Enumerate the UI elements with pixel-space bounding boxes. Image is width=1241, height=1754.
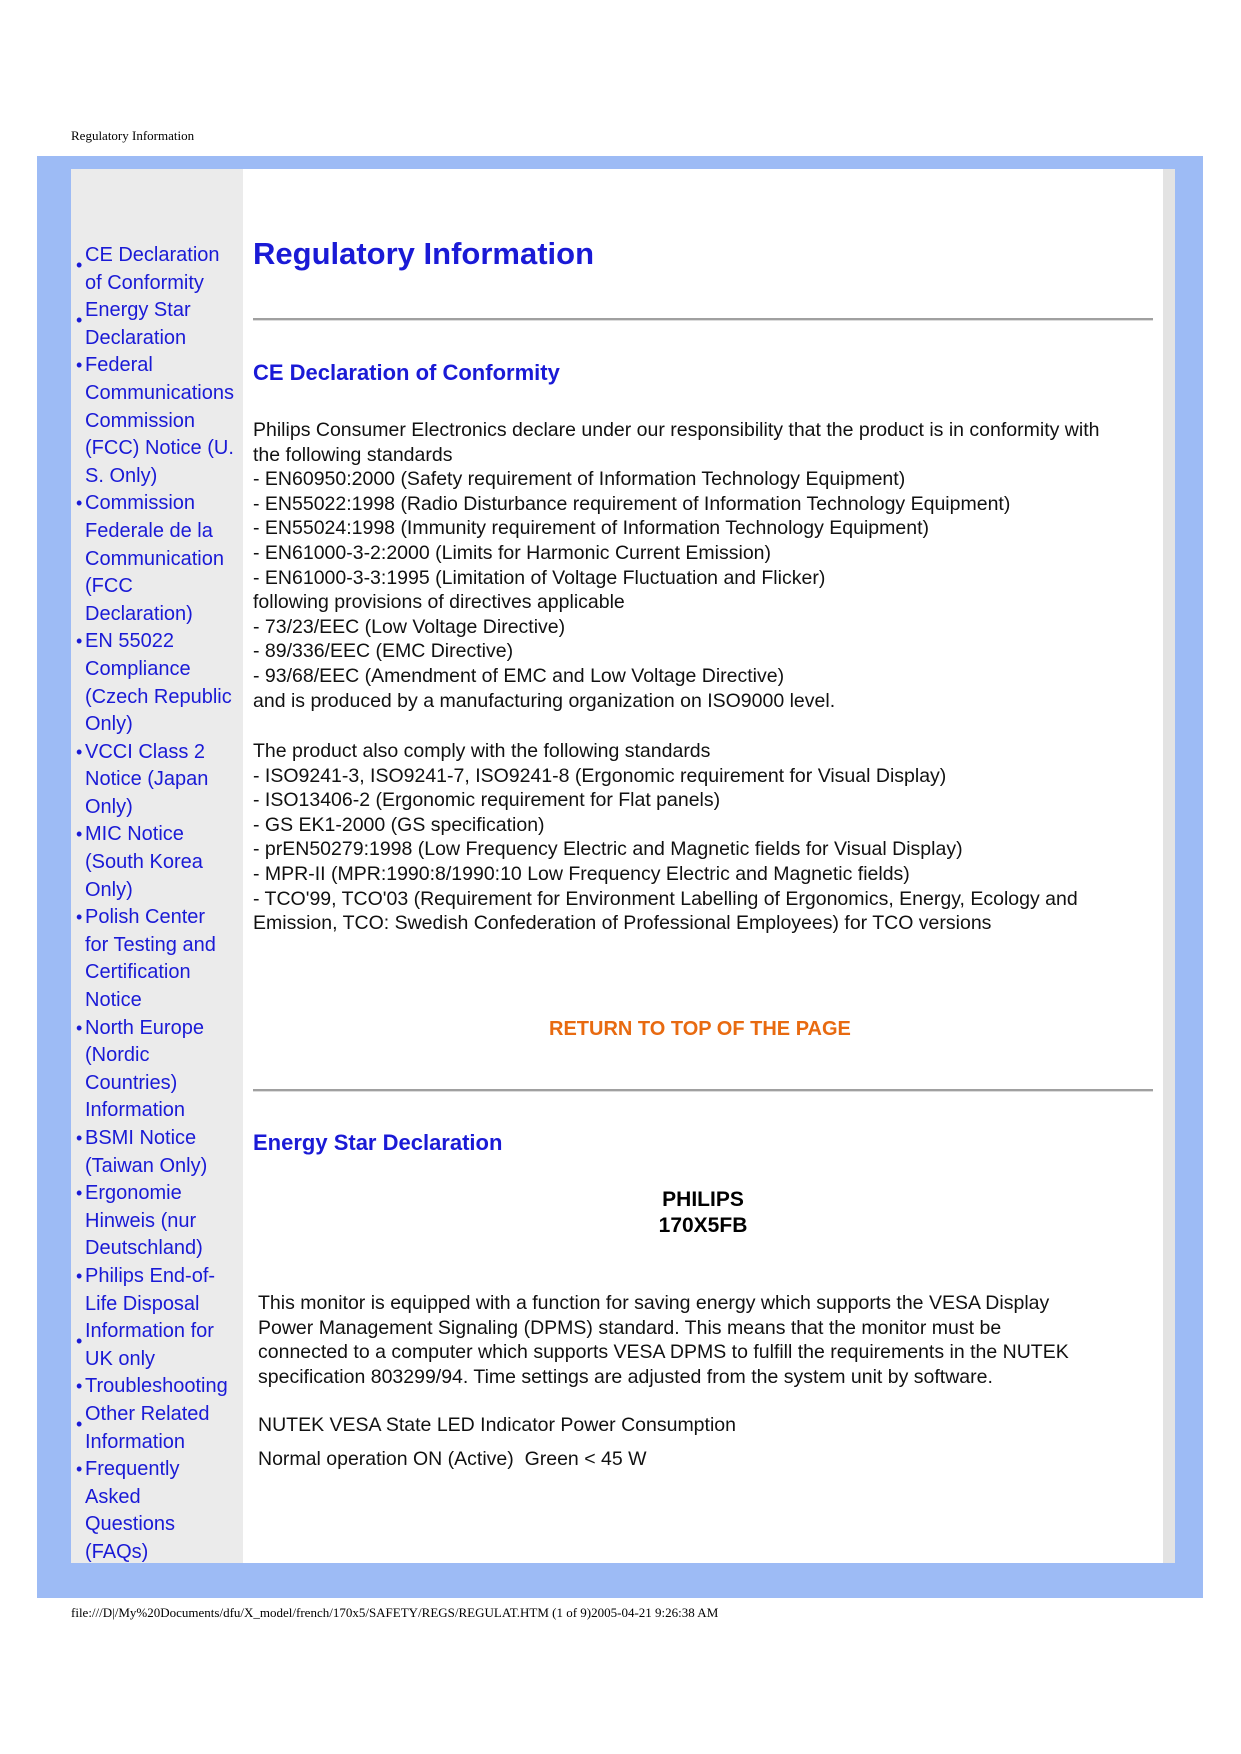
page-title: Regulatory Information: [253, 236, 595, 271]
nav-vcci[interactable]: • VCCI Class 2 Notice (Japan Only): [76, 740, 209, 818]
model-number: 170X5FB: [658, 1214, 748, 1237]
bullet-icon: •: [76, 631, 83, 652]
nav-en55022[interactable]: • EN 55022 Compliance (Czech Republic Only): [76, 630, 232, 736]
divider-middle: [253, 1089, 1153, 1092]
bullet-icon: •: [76, 255, 83, 275]
bullet-icon: •: [76, 907, 83, 928]
ce-declaration-text: Philips Consumer Electronics declare under our responsibility that the product is in conformity with the following standards - EN60950:2000 (Safety requirement of Information Technology Equipment) - EN55022:1998 (Radio Disturbance requirement of Information Technology Equipment) - EN55024:1998 (Immunity requirement of Information Technology Equipment) - EN61000-3-2:2000 (Limits for Harmonic Current Emission) - EN61000-3-3:1995 (Limitation of Voltage Fluctuation and Flicker) following provisions of directives applicable - 73/23/EEC (Low Voltage Directive) - 89/336/EEC (EMC Directive) - 93/68/EEC (Amendment of EMC and Low Voltage Directive) and is produced by a manufacturing organization on ISO9000 level.: [253, 419, 1100, 712]
power-table-header: NUTEK VESA State LED Indicator Power Consumption: [258, 1414, 736, 1436]
bullet-icon: •: [76, 493, 83, 514]
page-header: Regulatory Information: [71, 128, 195, 143]
nav-bsmi[interactable]: • BSMI Notice (Taiwan Only): [76, 1127, 208, 1177]
nav-mic[interactable]: • MIC Notice (South Korea Only): [76, 823, 203, 901]
energy-star-heading: Energy Star Declaration: [253, 1130, 503, 1155]
bullet-icon: •: [76, 1413, 83, 1434]
return-to-top-link[interactable]: RETURN TO TOP OF THE PAGE: [549, 1018, 851, 1040]
bullet-icon: •: [76, 1331, 83, 1352]
nav-ce-declaration[interactable]: • CE Declaration of Conformity: [76, 244, 220, 294]
nav-ergonomie[interactable]: • Ergonomie Hinweis (nur Deutschland): [76, 1182, 203, 1260]
bullet-icon: •: [76, 741, 83, 762]
bullet-icon: •: [76, 1459, 83, 1480]
ce-heading: CE Declaration of Conformity: [253, 360, 560, 385]
ce-standards-text: The product also comply with the following standards - ISO9241-3, ISO9241-7, ISO9241-8 (Ergonomic requirement for Visual Display) - ISO13406-2 (Ergonomic requirement for Flat panels) - GS EK1-2000 (GS specification) - prEN50279:1998 (Low Frequency Electric and Magnetic fields for Visual Display) - MPR-II (MPR:1990:8/1990:10 Low Frequency Electric and Magnetic fields) - TCO'99, TCO'03 (Requirement for Environment Labelling of Ergonomics, Energy, Ecology and Emission, TCO: Swedish Confederation of Professional Employees) for TCO versions: [253, 740, 1078, 935]
nav-end-of-life[interactable]: • Philips End-of- Life Disposal: [76, 1264, 216, 1315]
nav-polish-center[interactable]: • Polish Center for Testing and Certification Notice: [76, 906, 216, 1012]
nav-energy-star[interactable]: • Energy Star Declaration: [76, 299, 191, 349]
energy-star-text: This monitor is equipped with a function for saving energy which supports the VESA Display Power Management Signaling (DPMS) standard. This means that the monitor must be connected to a computer which supports VESA DPMS to fulfill the requirements in the NUTEK specification 803299/94. Time settings are adjusted from the system unit by software.: [258, 1292, 1069, 1388]
bullet-icon: •: [76, 1265, 83, 1286]
sidebar-nav: [75, 242, 241, 1567]
page-footer: file:///D|/My%20Documents/dfu/X_model/french/170x5/SAFETY/REGS/REGULAT.HTM (1 of 9)2005-04-21 9:26:38 AM: [71, 1605, 719, 1620]
power-table-row: Normal operation ON (Active) Green < 45 W: [258, 1448, 647, 1470]
nav-troubleshooting[interactable]: • Troubleshooting: [75, 1373, 241, 1401]
nav-faqs[interactable]: • Frequently Asked Questions (FAQs): [76, 1458, 180, 1563]
bullet-icon: •: [76, 355, 83, 376]
brand-name: PHILIPS: [662, 1188, 744, 1211]
nav-north-europe[interactable]: • North Europe (Nordic Countries) Information: [76, 1016, 204, 1122]
nav-uk-info[interactable]: • Information for UK only: [76, 1320, 214, 1370]
divider-top: [253, 318, 1153, 321]
bullet-icon: •: [76, 1183, 83, 1204]
bullet-icon: •: [76, 1128, 83, 1148]
nav-fcc-declaration[interactable]: • Commission Federale de la Communication (FCC Declaration): [76, 492, 224, 625]
bullet-icon: •: [76, 1376, 83, 1397]
bullet-icon: •: [76, 824, 83, 845]
bullet-icon: •: [76, 1017, 83, 1038]
nav-fcc-notice[interactable]: • Federal Communications Commission (FCC) Notice (U. S. Only): [76, 354, 234, 487]
bullet-icon: •: [76, 310, 83, 331]
right-border-strip: [1163, 169, 1175, 1563]
nav-other-info[interactable]: • Other Related Information: [76, 1402, 210, 1453]
